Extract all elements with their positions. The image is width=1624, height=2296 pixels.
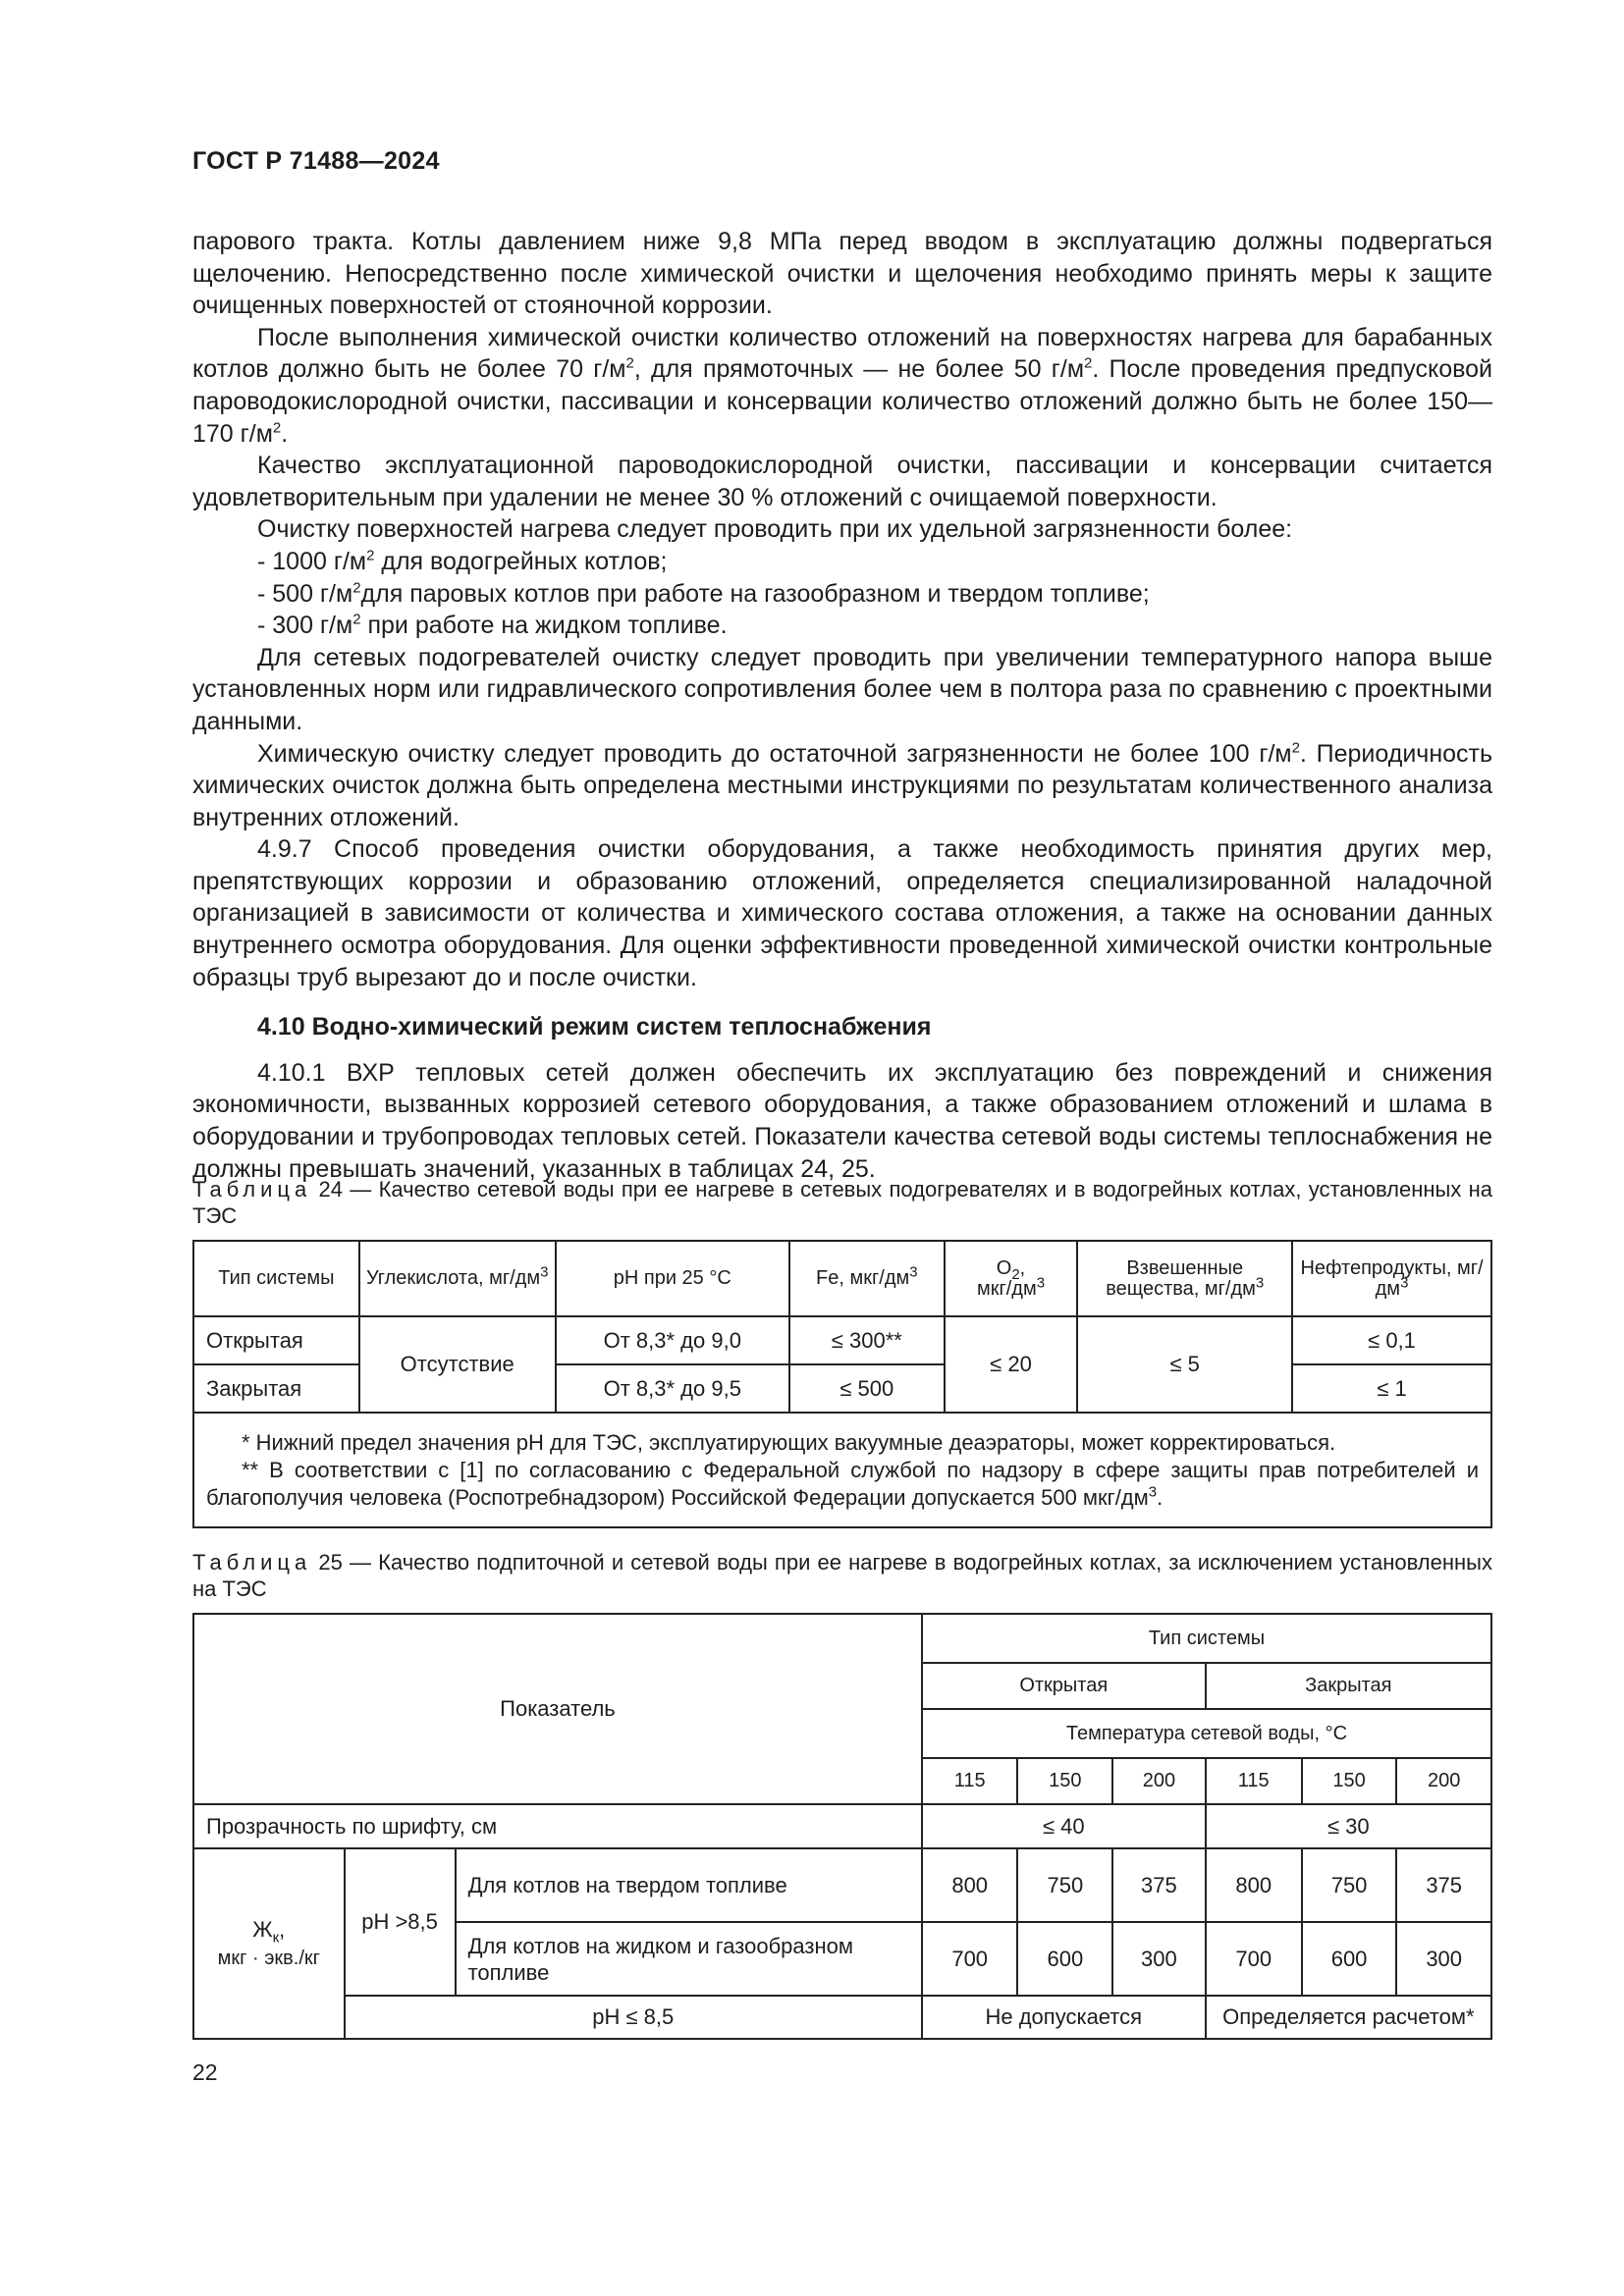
page-number: 22	[192, 2059, 218, 2085]
table-cell: 600	[1302, 1922, 1397, 1996]
table-notes	[193, 1413, 1491, 1527]
table-row	[193, 1848, 1491, 1922]
list-item: - 500 $г/м^2для$ паровых котлов при работе на газообразном и твердом топливе;	[257, 579, 1150, 608]
table-cell: Для котлов на твердом топливе	[456, 1848, 922, 1922]
table-25-caption: Таблица 25 — Качество подпиточной и сетевой воды при ее нагреве в водогрейных котлах, за исключением установленных на ТЭС	[192, 1550, 1492, 1601]
table-row	[193, 1996, 1491, 2039]
section-heading: 4.10 Водно-химический режим систем теплоснабжения	[257, 1013, 932, 1041]
table-cell: 750	[1017, 1848, 1112, 1922]
table-cell: Закрытая	[193, 1364, 359, 1413]
table-cell: 375	[1396, 1848, 1491, 1922]
header-cell: 115	[922, 1758, 1018, 1804]
paragraph: парового тракта. Котлы давлением ниже 9,8 МПа перед вводом в эксплуатацию должны подвергаться щелочению. Непосредственно после химической очистки и щелочения необходимо принять меры к защите очищенных поверхностей от стояночной коррозии.	[192, 228, 1492, 320]
table-note: ** В соответствии с [1] по согласованию с Федеральной службой по надзору в сфере защиты прав потребителей и благополучия человека (Роспотребнадзором) Российской Федерации допускается 500 мкг/$дм^3$.	[206, 1457, 1479, 1510]
header-cell: Температура сетевой воды, °С	[922, 1709, 1491, 1758]
header-cell: 115	[1206, 1758, 1302, 1804]
header-cell: Тип системы	[922, 1614, 1491, 1663]
paragraph: Очистку поверхностей нагрева следует проводить при их удельной загрязненности более:	[257, 515, 1293, 544]
header-cell: Открытая	[922, 1663, 1206, 1709]
table-cell: Не допускается	[922, 1996, 1206, 2039]
table-notes-row	[193, 1413, 1491, 1527]
table-cell: pH ≤ 8,5	[345, 1996, 922, 2039]
table-cell: Отсутствие	[359, 1316, 556, 1413]
header-cell: Взвешенные вещества, $мг/дм^3$	[1077, 1241, 1292, 1316]
list-item: - 300 $г/м^2$ при работе на жидком топливе.	[257, 611, 728, 640]
table-row	[193, 1804, 1491, 1848]
paragraph: 4.9.7 Способ проведения очистки оборудования, а также необходимость принятия других мер, препятствующих коррозии и образованию отложений, определяется специализированной наладочной организацией в зависимости от количества и химического состава отложения, а также на основании данных внутреннего осмотра оборудования. Для оценки эффективности проведенной химической очистки контрольные образцы труб вырезают до и после очистки.	[192, 835, 1492, 991]
table-cell: 800	[1206, 1848, 1302, 1922]
table-cell: ≤ 5	[1077, 1316, 1292, 1413]
header-cell: Тип системы	[193, 1241, 359, 1316]
document-header: ГОСТ Р 71488—2024	[192, 147, 440, 175]
paragraph: Для сетевых подогревателей очистку следует проводить при увеличении температурного напора выше установленных норм или гидравлического сопротивления более чем в полтора раза по сравнению с проектными данными.	[192, 643, 1492, 735]
table-24	[192, 1240, 1492, 1528]
header-cell: Показатель	[193, 1614, 922, 1804]
table-cell: 800	[922, 1848, 1018, 1922]
table-note: * Нижний предел значения pH для ТЭС, эксплуатирующих вакуумные деаэраторы, может корректироваться.	[242, 1429, 1336, 1455]
paragraph: После выполнения химической очистки количество отложений на поверхностях нагрева для барабанных котлов должно быть не более 70 $г/м^2$, для прямоточных — не более 50 $г/м^2$. После проведения предпусковой пароводокислородной очистки, пассивации и консервации количество отложений должно быть не более 150—170 $г/м^2$.	[192, 323, 1492, 448]
table-header-row	[193, 1241, 1491, 1316]
table-cell: ≤ 1	[1292, 1364, 1491, 1413]
table-cell: От 8,3* до 9,5	[556, 1364, 789, 1413]
header-cell: 200	[1396, 1758, 1491, 1804]
paragraph: Качество эксплуатационной пароводокислородной очистки, пассивации и консервации считается удовлетворительным при удалении не менее 30 % отложений с очищаемой поверхности.	[192, 452, 1492, 511]
body-text	[192, 226, 1492, 1185]
table-cell: Определяется расчетом*	[1206, 1996, 1491, 2039]
table-cell: 700	[1206, 1922, 1302, 1996]
table-cell: pH >8,5	[345, 1848, 456, 1996]
table-cell: Для котлов на жидком и газообразном топливе	[456, 1922, 922, 1996]
table-25	[192, 1613, 1492, 2040]
header-cell: Углекислота, $мг/дм^3$	[359, 1241, 556, 1316]
table-cell: 750	[1302, 1848, 1397, 1922]
table-cell: ≤ 20	[945, 1316, 1078, 1413]
table-cell: ≤ 0,1	[1292, 1316, 1491, 1364]
table-cell: От 8,3* до 9,0	[556, 1316, 789, 1364]
header-cell: 200	[1112, 1758, 1205, 1804]
header-cell: pH при 25 °С	[556, 1241, 789, 1316]
paragraph: 4.10.1 ВХР тепловых сетей должен обеспечить их эксплуатацию без повреждений и снижения экономичности, вызванных коррозией сетевого оборудования, а также образованием отложений и шлама в оборудовании и трубопроводах тепловых сетей. Показатели качества сетевой воды системы теплоснабжения не должны превышать значений, указанных в таблицах 24, 25.	[192, 1058, 1492, 1183]
header-cell: Fe, мкг/$дм^3$	[789, 1241, 945, 1316]
table-cell: 600	[1017, 1922, 1112, 1996]
header-cell: 150	[1302, 1758, 1397, 1804]
paragraph: Химическую очистку следует проводить до остаточной загрязненности не более 100 $г/м^2$. Периодичность химических очисток должна быть определена местными инструкциями по результатам количественного анализа внутренних отложений.	[192, 739, 1492, 831]
table-cell: Прозрачность по шрифту, см	[193, 1804, 922, 1848]
table-cell: 300	[1112, 1922, 1205, 1996]
header-cell: Нефтепродукты, $мг/дм^3$	[1292, 1241, 1491, 1316]
table-cell: ≤ 500	[789, 1364, 945, 1413]
table-cell: 700	[922, 1922, 1018, 1996]
table-cell: Открытая	[193, 1316, 359, 1364]
header-cell: 150	[1017, 1758, 1112, 1804]
table-cell: 375	[1112, 1848, 1205, 1922]
table-cell: ≤ 300**	[789, 1316, 945, 1364]
table-cell: ≤ 30	[1206, 1804, 1491, 1848]
table-row	[193, 1316, 1491, 1364]
list-item: - 1000 $г/м^2$ для водогрейных котлов;	[257, 547, 668, 575]
header-cell: $O_2$, мкг/$дм^3$	[945, 1241, 1078, 1316]
table-cell: $Ж_к$, мкг · экв./кг	[193, 1848, 345, 2039]
header-cell: Закрытая	[1206, 1663, 1491, 1709]
table-cell: ≤ 40	[922, 1804, 1206, 1848]
table-header-row	[193, 1614, 1491, 1663]
table-cell: 300	[1396, 1922, 1491, 1996]
table-24-caption: Таблица 24 — Качество сетевой воды при ее нагреве в сетевых подогревателях и в водогрейных котлах, установленных на ТЭС	[192, 1177, 1492, 1228]
